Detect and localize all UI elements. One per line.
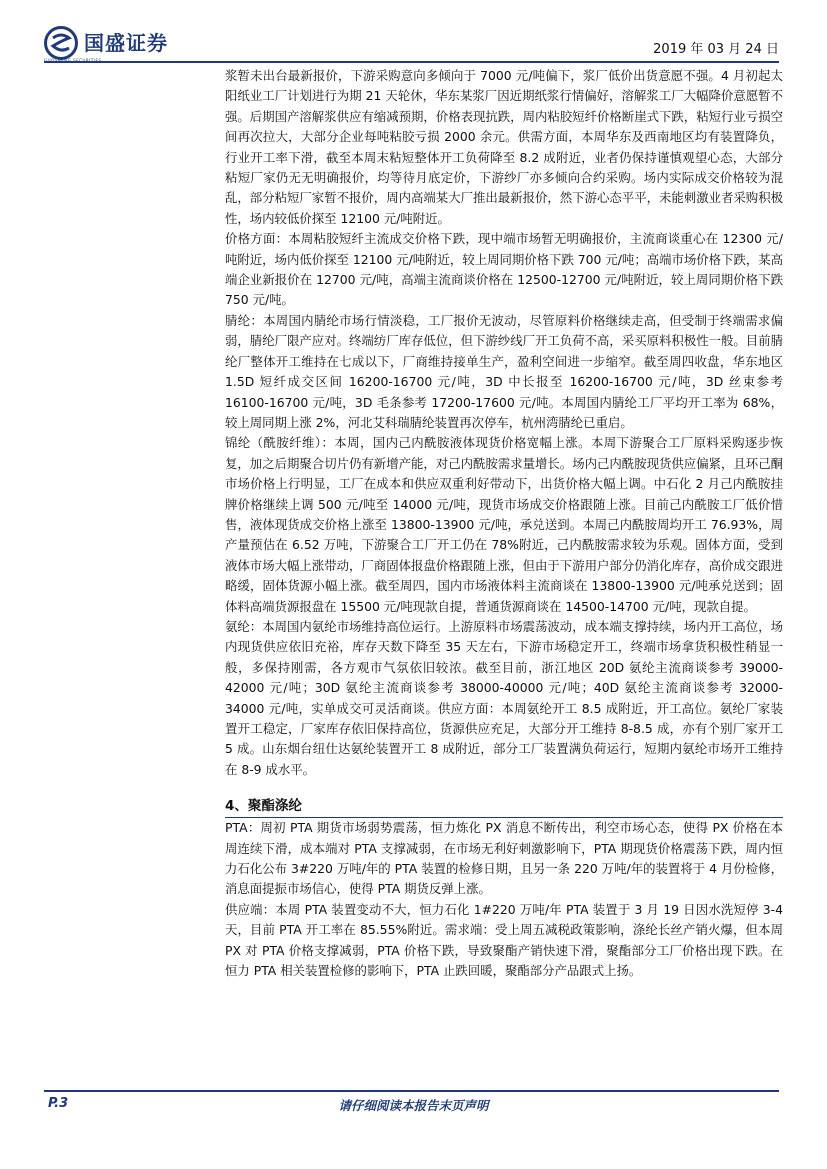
footer-disclaimer: 请仔细阅读本报告末页声明	[338, 1098, 489, 1113]
report-date: 2019 年 03 月 24 日	[653, 42, 779, 57]
brand-name: 国盛证券	[84, 31, 168, 55]
brand-logo	[44, 26, 168, 60]
paragraph-acrylic: 腈纶：本周国内腈纶市场行情淡稳，工厂报价无波动，尽管原料价格继续走高，但受制于终端需求偏弱，腈纶厂限产应对。终端纺厂库存低位，但下游纱线厂开工负荷不高，采买原料积极性一般。目前腈纶厂整体开工维持在七成以下，厂商维持接单生产，盈利空间进一步缩窄。截至周四收盘，华东地区 1.5D 短纤成交区间 16200-16700 元/吨，3D 中长报至 16200-16700 元/吨，3D 丝束参考 16100-16700 元/吨，3D 毛条参考 17200-17600 元/吨。本周国内腈纶工厂平均开工率为 68%，较上周同期上涨 2%，河北艾科瑞腈纶装置再次停车，杭州湾腈纶已重启。	[225, 312, 783, 430]
section-heading-polyester: 4、聚酯涤纶	[225, 796, 783, 818]
paragraph-spandex: 氨纶：本周国内氨纶市场维持高位运行。上游原料市场震荡波动，成本端支撑持续，场内开工高位，场内现货供应依旧充裕，库存天数下降至 35 天左右，下游市场稳定开工，终端市场拿货积极性稍显一般，多保持刚需，各方观市气氛依旧较浓。截至目前，浙江地区 20D 氨纶主流商谈参考 39000-42000 元/吨；30D 氨纶主流商谈参考 38000-40000 元/吨；40D 氨纶主流商谈参考 32000-34000 元/吨，实单成交可灵活商谈。供应方面：本周氨纶开工 8.5 成附近，开工高位。氨纶厂家装置开工稳定，厂家库存依旧保持高位，货源供应充足，大部分开工维持 8-8.5 成，亦有个别厂家开工 5 成。山东烟台纽仕达氨纶装置开工 8 成附近，部分工厂装置满负荷运行，短期内氨纶市场开工维持在 8-9 成水平。	[225, 618, 783, 777]
brand-subtitle: GUOSHENG SECURITIES	[44, 58, 102, 63]
paragraph-viscose-price: 价格方面：本周粘胶短纤主流成交价格下跌，现中端市场暂无明确报价，主流商谈重心在 12300 元/吨附近，场内低价探至 12100 元/吨附近，较上周同期价格下跌 700 元/吨；高端市场价格下跌，某高端企业新报价在 12700 元/吨，高端主流商谈价格在 12500-12700 元/吨附近，较上周同期价格下跌 750 元/吨。	[225, 231, 784, 308]
guosheng-logo-icon	[44, 26, 78, 60]
footer-divider	[44, 1090, 779, 1092]
report-body	[225, 66, 783, 981]
page-number: P.3	[48, 1096, 69, 1111]
header-divider	[44, 61, 779, 63]
paragraph-pta: PTA：周初 PTA 期货市场弱势震荡，恒力炼化 PX 消息不断传出，利空市场心态，使得 PX 价格在本周连续下滑，成本端对 PTA 支撑减弱，在市场无利好刺激影响下，PTA 期现货价格震荡下跌，周内恒力石化公布 3#220 万吨/年的 PTA 装置的检修日期，且另一条 220 万吨/年的装置将于 4 月份检修，消息面提振市场信心，使得 PTA 期货反弹上涨。	[225, 820, 783, 897]
paragraph-viscose-market: 浆暂未出台最新报价，下游采购意向多倾向于 7000 元/吨偏下，浆厂低价出货意愿不强。4 月初起太阳纸业工厂计划进行为期 21 天轮休，华东某浆厂因近期纸浆行情偏好，溶解浆工厂大幅降价意愿暂不强。后期国产溶解浆供应有缩减预期，价格表现抗跌，周内粘胶短纤价格断崖式下跌，粘短行业亏损空间再次拉大，大部分企业每吨粘胶亏损 2000 余元。供需方面，本周华东及西南地区均有装置降负，行业开工率下滑，截至本周末粘短整体开工负荷降至 8.2 成附近，业者仍保持谨慎观望心态，大部分粘短厂家仍无无明确报价，均等待月底定价，下游纱厂亦多倾向合约采购。场内实际成交价格较为混乱，部分粘短厂家暂不报价，周内高端某大厂推出最新报价，然下游心态平平，未能刺激业者采购积极性，场内较低价探至 12100 元/吨附近。	[225, 68, 783, 226]
paragraph-nylon: 锦纶（酰胺纤维）：本周，国内己内酰胺液体现货价格宽幅上涨。本周下游聚合工厂原料采购逐步恢复，加之后期聚合切片仍有新增产能，对己内酰胺需求量增长。场内己内酰胺现货供应偏紧，且环己酮市场价格上行明显，工厂在成本和供应双重利好带动下，出货价格大幅上调。中石化 2 月己内酰胺挂牌价格继续上调 500 元/吨至 14000 元/吨，现货市场成交价格跟随上涨。目前己内酰胺工厂低价惜售，液体现货成交价格上涨至 13800-13900 元/吨，承兑送到。本周己内酰胺周均开工 76.93%，周产量预估在 6.52 万吨，下游聚合工厂开工仍在 78%附近，己内酰胺需求较为乐观。固体方面，受到液体市场大幅上涨带动，厂商固体报盘价格跟随上涨，但由于下游用户部分仍消化库存，高价成交跟进略缓，固体货源小幅上涨。截至周四，国内市场液体料主流商谈在 13800-13900 元/吨承兑送到；固体料高端货源报盘在 15500 元/吨现款自提，普通货源商谈在 14500-14700 元/吨，现款自提。	[225, 435, 783, 614]
page-header	[0, 0, 827, 64]
paragraph-supply-demand: 供应端：本周 PTA 装置变动不大，恒力石化 1#220 万吨/年 PTA 装置于 3 月 19 日因水洗短停 3-4 天，目前 PTA 开工率在 85.55%附近。需求端：受上周五减税政策影响，涤纶长丝产销火爆，但本周 PX 对 PTA 价格支撑减弱，PTA 价格下跌，导致聚酯产销快速下滑，聚酯部分工厂价格出现下跌。在恒力 PTA 相关装置检修的影响下，PTA 止跌回暖，聚酯部分产品跟式上扬。	[225, 901, 783, 979]
